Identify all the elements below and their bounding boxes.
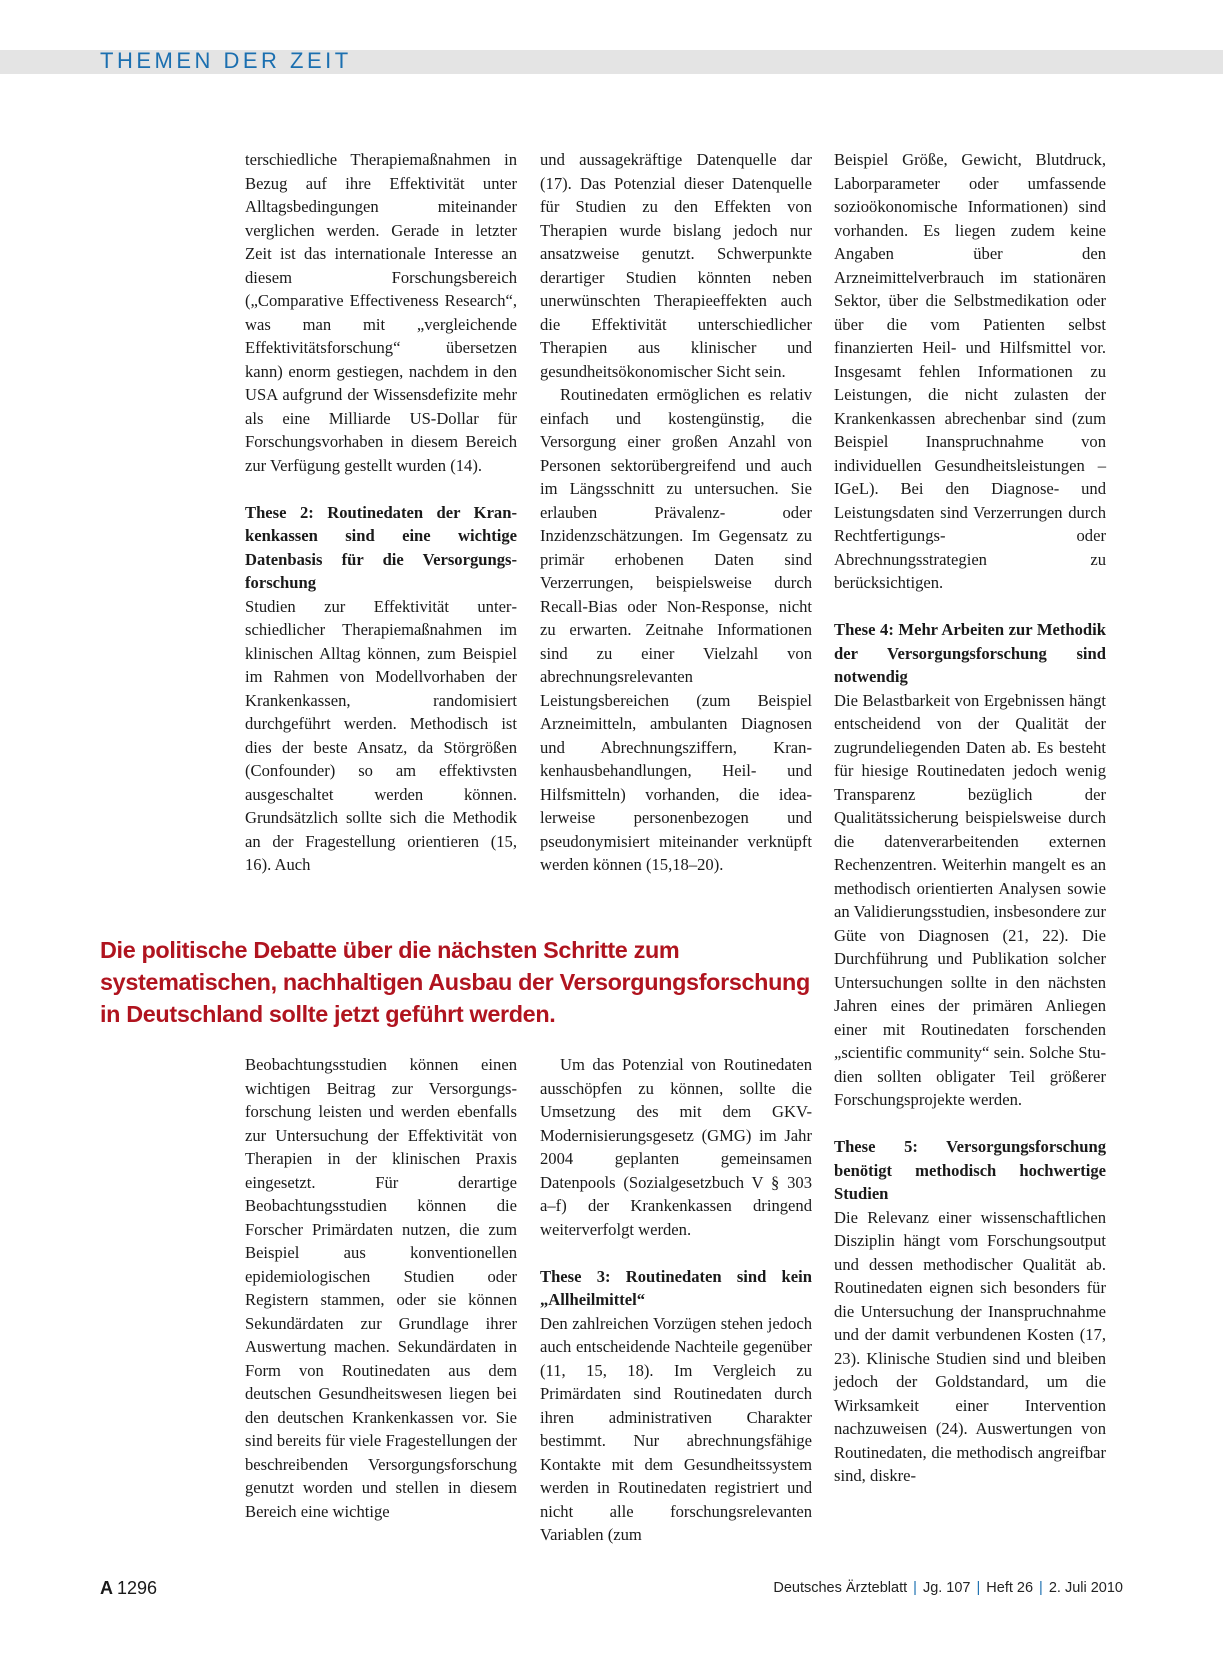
column-1-upper xyxy=(245,148,517,877)
page-number xyxy=(100,1576,157,1600)
thesis-2-heading: These 2: Routinedaten der Krankenkassen sind eine wichtige Datenbasis für die Versorgungsforschung xyxy=(245,502,517,592)
paragraph: terschiedliche Therapiemaßnahmen in Bezug auf ihre Effektivität unter Alltagsbedingungen miteinander verglichen werden. Gerade in letzter Zeit ist das internationale Interesse an diesem Forschungsbereich („Comparative Effectiveness Research“, was man mit „vergleichende Effektivitätsforschung“ übersetzen kann) enorm gestiegen, nachdem in den USA aufgrund der Wissensdefizite mehr als eine Milliarde US-Dollar für Forschungsvorhaben in diesem Bereich zur Verfügung gestellt wurden (14). xyxy=(245,150,517,475)
paragraph: und aussagekräftige Datenquelle dar (17). Das Potenzial dieser Datenquelle für Studien zu den Effekten von Therapien wurde bislang jedoch nur ansatzweise genutzt. Schwerpunkte derartiger Studien könnten neben unerwünschten Therapieeffekten auch die Effektivität unterschiedlicher Therapien aus klinischer und gesundheitsökonomischer Sicht sein. xyxy=(540,150,812,381)
separator: | xyxy=(1039,1580,1043,1596)
column-2-lower xyxy=(540,1053,812,1547)
paragraph: Beobachtungsstudien können einen wichtigen Beitrag zur Versorgungsforschung leisten und werden ebenfalls zur Untersuchung der Effektivität von Therapien in der klinischen Praxis eingesetzt. Für derartige Beobachtungsstudien können die Forscher Primärdaten nutzen, die zum Beispiel aus konventionellen epidemiologischen Studien oder Registern stammen, oder sie können Sekundärdaten zur Grundlage ihrer Auswertung machen. Sekundärdaten in Form von Routinedaten aus dem deutschen Gesundheitswesen liegen bei den deutschen Krankenkassen vor. Sie sind bereits für viele Fragestellungen der beschreibenden Versorgungsforschung genutzt worden und stellen in diesem Bereich eine wichtige xyxy=(245,1055,517,1521)
separator: | xyxy=(913,1580,917,1596)
pull-quote: Die politische Debatte über die nächsten Schritte zum systematischen, nachhaltigen Ausbau der Versorgungsforschung in Deutschland sollte jetzt geführt werden. xyxy=(100,937,810,1027)
journal-name: Deutsches Ärzteblatt xyxy=(773,1580,908,1596)
paragraph: Den zahlreichen Vorzügen stehen jedoch auch entscheidende Nachteile gegenüber (11, 15, 18). Im Vergleich zu Primärdaten sind Routinedaten durch ihren administrativen Charakter bestimmt. Nur abrechnungsfähige Kontakte mit dem Gesundheitssystem werden in Routinedaten registriert und nicht alle forschungsrelevanten Variablen (zum xyxy=(540,1313,812,1544)
column-2-upper xyxy=(540,148,812,877)
column-3 xyxy=(834,148,1106,1488)
paragraph: Beispiel Größe, Gewicht, Blutdruck, Laborparameter oder umfassende sozioökonomische Informationen) sind vorhanden. Es liegen zudem keine Angaben über den Arzneimittelverbrauch im stationären Sektor, über die Selbstmedikation oder über die vom Patienten selbst finanzierten Heil- und Hilfsmittel vor. Insgesamt fehlen Informationen zu Leistungen, die nicht zulasten der Krankenkassen abrechenbar sind (zum Beispiel Inanspruchnahme von individuellen Gesundheitsleistungen – IGeL). Bei den Diagnose- und Leistungsdaten sind Verzerrungen durch Rechtfertigungs- oder Abrechnungsstrategien zu berücksichtigen. xyxy=(834,150,1106,592)
paragraph: Um das Potenzial von Routinedaten ausschöpfen zu können, sollte die Umsetzung des mit dem GKV-Modernisierungsgesetz (GMG) im Jahr 2004 geplanten gemeinsamen Datenpools (Sozialgesetzbuch V § 303 a–f) der Krankenkassen dringend weiterverfolgt werden. xyxy=(540,1055,812,1239)
section-title: THEMEN DER ZEIT xyxy=(100,48,352,73)
page-number-value: 1296 xyxy=(117,1578,158,1598)
thesis-5-heading: These 5: Versorgungsforschung benötigt methodisch hochwertige Studien xyxy=(834,1137,1106,1203)
paragraph: Studien zur Effektivität unterschiedlicher Therapiemaßnahmen im klinischen Alltag können, zum Beispiel im Rahmen von Modellvorhaben der Krankenkassen, randomisiert durchgeführt werden. Methodisch ist dies der beste Ansatz, da Störgrößen (Confounder) so am effektivsten ausgeschaltet werden können. Grundsätzlich sollte sich die Methodik an der Fragestellung orientieren (15, 16). Auch xyxy=(245,596,517,874)
separator: | xyxy=(976,1580,981,1596)
journal-volume: Jg. 107 xyxy=(922,1580,971,1596)
thesis-3-heading: These 3: Routinedaten sind kein „Allheilmittel“ xyxy=(540,1266,812,1309)
journal-date: 2. Juli 2010 xyxy=(1048,1580,1123,1596)
paragraph: Die Belastbarkeit von Ergebnissen hängt entscheidend von der Qualität der zugrundeliegenden Daten ab. Es besteht für hiesige Routinedaten jedoch wenig Transparenz bezüglich der Qualitätssicherung beispielsweise durch die datenverarbeitenden externen Rechenzentren. Weiterhin mangelt es an methodisch orientierten Analysen sowie an Validierungsstudien, insbesondere zur Güte von Diagnosen (21, 22). Die Durchführung und Publikation solcher Untersuchungen sollte in den nächsten Jahren eines der primären Anliegen einer mit Routinedaten forschenden „scientific community“ sein. Solche Studien sollten obligater Teil größerer Forschungsprojekte werden. xyxy=(834,690,1106,1109)
paragraph: Die Relevanz einer wissenschaftlichen Disziplin hängt vom Forschungsoutput und dessen methodischer Qualität ab. Routinedaten eignen sich besonders für die Untersuchung der Inanspruchnahme und der damit verbundenen Kosten (17, 23). Klinische Studien sind und bleiben jedoch der Goldstandard, um die Wirksamkeit einer Intervention nachzuweisen (24). Auswertungen von Routinedaten, die methodisch angreifbar sind, diskre- xyxy=(834,1207,1106,1485)
journal-issue: Heft 26 xyxy=(986,1580,1034,1596)
thesis-4-heading: These 4: Mehr Arbeiten zur Methodik der Versorgungsforschung sind notwendig xyxy=(834,620,1106,686)
paragraph: Routinedaten ermöglichen es relativ einfach und kostengünstig, die Versorgung einer großen Anzahl von Personen sektorübergreifend und auch im Längsschnitt zu untersuchen. Sie erlauben Prävalenz- oder Inzidenzschätzungen. Im Gegensatz zu primär erhobenen Daten sind Verzerrungen, beispielsweise durch Recall-Bias oder Non-Response, nicht zu erwarten. Zeitnahe Informationen sind zu einer Vielzahl von abrechnungsrelevanten Leistungsbereichen (zum Beispiel Arzneimitteln, ambulanten Diagnosen und Abrechnungsziffern, Krankenhausbehandlungen, Heil- und Hilfsmitteln) vorhanden, die idealerweise personenbezogen und pseudonymisiert miteinander verknüpft werden können (15,18–20). xyxy=(540,385,812,874)
journal-info xyxy=(773,1576,1123,1600)
column-1-lower xyxy=(245,1053,517,1523)
page-prefix: A xyxy=(100,1578,113,1598)
